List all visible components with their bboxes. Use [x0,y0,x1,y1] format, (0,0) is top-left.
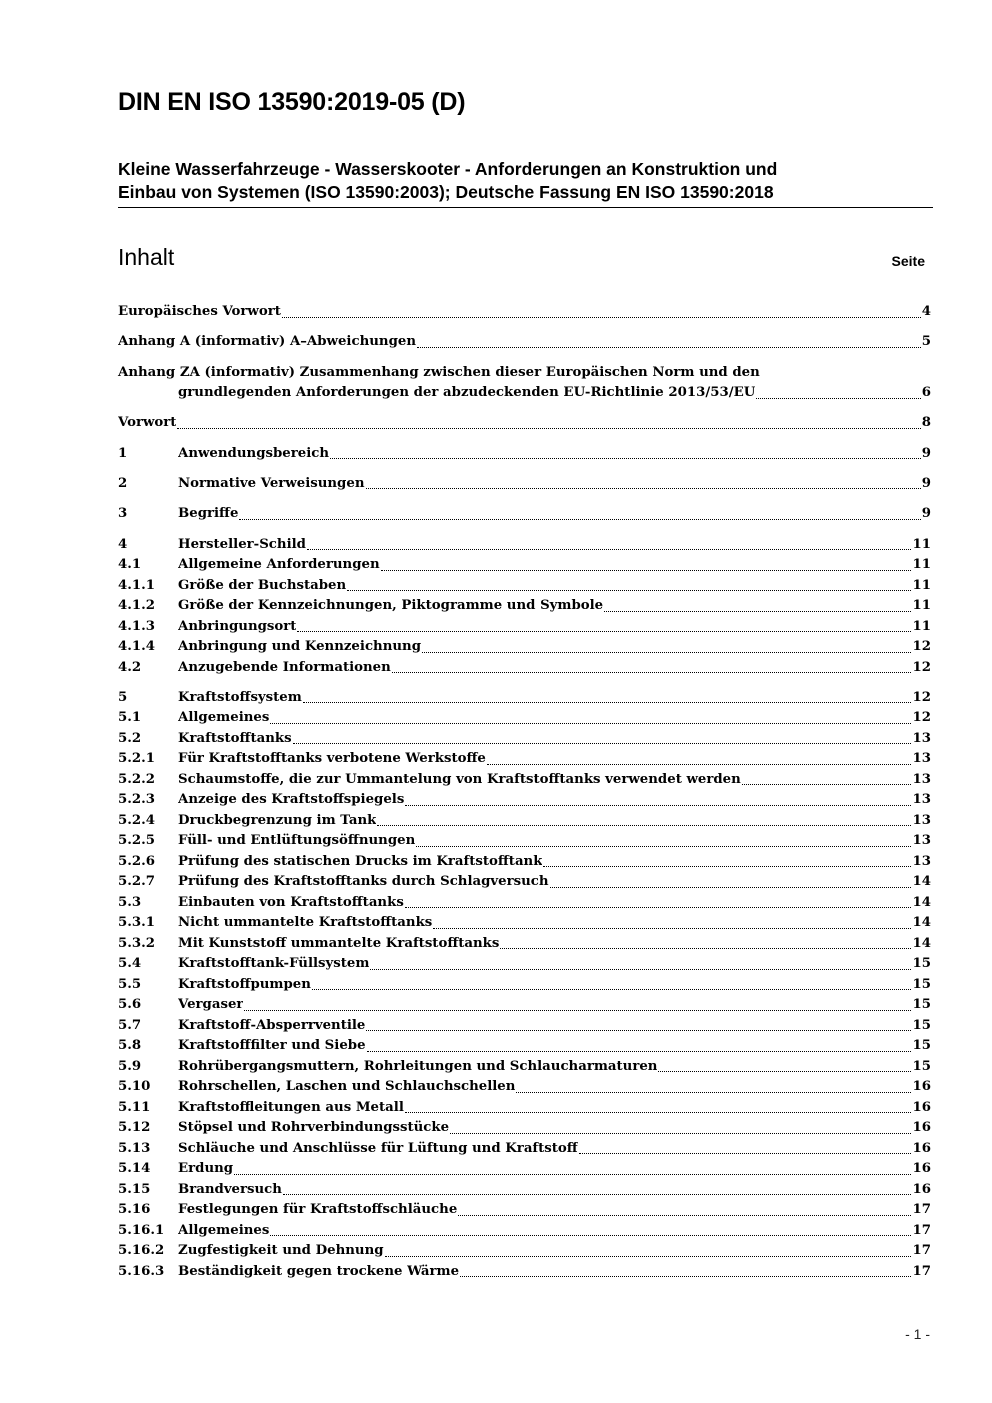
toc-entry[interactable] [118,1016,931,1037]
toc-entry-number: 4 [118,536,128,552]
toc-leader-dots [459,1262,912,1283]
toc-entry[interactable] [118,913,931,934]
document-subtitle [118,158,933,208]
toc-entry[interactable] [118,708,931,729]
toc-entry-page: 15 [912,976,931,992]
toc-entry[interactable] [118,811,931,832]
toc-entry-number: 5.12 [118,1120,151,1136]
toc-entry-title: Schläuche und Anschlüsse für Lüftung und Kraftstoff [178,1140,578,1156]
toc-entry[interactable] [118,1221,931,1242]
toc-entry-page: 9 [921,475,931,491]
toc-entry[interactable] [118,1241,931,1262]
toc-entry-title: Anbringung und Kennzeichnung [178,639,422,655]
toc-entry-page: 11 [912,536,931,552]
toc-entry-page: 16 [912,1099,931,1115]
toc-entry[interactable] [118,1262,931,1283]
toc-page-column-label: Seite [891,253,925,269]
toc-leader-dots [380,555,913,576]
toc-entry-number: 5.16.2 [118,1243,165,1259]
toc-entry-number: 5.4 [118,956,142,972]
toc-entry-page: 15 [912,997,931,1013]
toc-leader-dots [657,1057,912,1078]
toc-entry-title: Vergaser [178,997,244,1013]
toc-entry-page: 11 [912,557,931,573]
toc-entry[interactable] [118,749,931,770]
toc-entry-number: 4.1.4 [118,639,156,655]
toc-leader-dots [404,790,912,811]
toc-entry[interactable] [118,831,931,852]
subtitle-line-2: Einbau von Systemen (ISO 13590:2003); Deutsche Fassung EN ISO 13590:2018 [118,182,774,202]
toc-entry-title: Mit Kunststoff ummantelte Kraftstofftanks [178,935,500,951]
toc-entry-number: 5.16.3 [118,1263,165,1279]
toc-entry-number: 5.3.1 [118,915,156,931]
toc-leader-dots [391,658,913,679]
toc-entry-title: Prüfung des statischen Drucks im Kraftstofftank [178,853,543,869]
toc-entry-number: 5.2.2 [118,771,156,787]
toc-leader-dots [741,770,913,791]
toc-leader-dots [269,708,912,729]
toc-entry-page: 14 [912,894,931,910]
toc-entry-page: 13 [912,812,931,828]
toc-entry-page: 14 [912,915,931,931]
toc-leader-dots [296,617,912,638]
toc-entry-page: 9 [921,506,931,522]
toc-leader-dots [755,383,921,404]
toc-entry-number: 5.2 [118,730,142,746]
toc-leader-dots [384,1241,913,1262]
toc-entry-number: 5.7 [118,1017,142,1033]
toc-entry[interactable] [118,332,931,353]
toc-entry-title: Einbauten von Kraftstofftanks [178,894,404,910]
toc-entry-number: 1 [118,445,128,461]
toc-entry-page: 4 [921,304,931,319]
toc-entry-number: 5.2.7 [118,874,156,890]
toc-entry[interactable] [118,302,931,323]
toc-entry-page: 16 [912,1161,931,1177]
toc-leader-dots [486,749,913,770]
document-id: DIN EN ISO 13590:2019-05 (D) [118,88,466,116]
toc-entry-page: 11 [912,618,931,634]
toc-entry-page: 12 [912,659,931,675]
toc-entry-title: Festlegungen für Kraftstoffschläuche [178,1202,458,1218]
toc-entry[interactable] [118,995,931,1016]
toc-entry-page: 12 [912,710,931,726]
toc-entry[interactable] [118,1180,931,1201]
toc-entry-page: 17 [912,1243,931,1259]
toc-leader-dots [365,1016,912,1037]
toc-entry[interactable] [118,535,931,556]
toc-entry-number: 3 [118,506,128,522]
toc-entry-page: 17 [912,1263,931,1279]
toc-entry-title: Hersteller-Schild [178,536,306,552]
toc-entry[interactable] [118,576,931,597]
toc-leader-dots [432,913,912,934]
toc-entry-page: 15 [912,1058,931,1074]
toc-entry-page: 12 [912,639,931,655]
toc-leader-dots [329,444,922,465]
toc-leader-dots [306,535,913,556]
toc-entry-title: Anzeige des Kraftstoffspiegels [178,792,405,808]
toc-entry-title: Für Kraftstofftanks verbotene Werkstoffe [178,751,486,767]
toc-entry[interactable] [118,790,931,811]
toc-entry[interactable] [118,934,931,955]
toc-entry-title: Stöpsel und Rohrverbindungsstücke [178,1120,450,1136]
toc-entry-title: Anwendungsbereich [178,445,330,461]
toc-entry-title: Kraftstofftanks [178,730,292,746]
toc-entry[interactable] [118,363,931,404]
toc-entry-title: Zugfestigkeit und Dehnung [178,1243,384,1259]
toc-entry[interactable] [118,893,931,914]
toc-leader-dots [243,995,912,1016]
toc-entry-page: 8 [921,415,931,431]
toc-leader-dots [346,576,912,597]
toc-entry-page: 13 [912,730,931,746]
toc-entry-number: 5.2.3 [118,792,156,808]
toc-leader-dots [176,413,921,434]
toc-entry-number: 4.1.2 [118,598,156,614]
toc-entry-title: Anzugebende Informationen [178,659,391,675]
page-number: - 1 - [905,1326,930,1342]
toc-leader-dots [365,474,922,495]
toc-entry-number: 5.14 [118,1161,151,1177]
toc-entry-title: Rohrübergangsmuttern, Rohrleitungen und Schlaucharmaturen [178,1058,658,1074]
toc-entry[interactable] [118,474,931,495]
toc-entry[interactable] [118,954,931,975]
toc-entry-page: 15 [912,956,931,972]
toc-entry-number: 5.10 [118,1079,151,1095]
toc-entry-title: Anbringungsort [178,618,297,634]
toc-entry[interactable] [118,1057,931,1078]
toc-entry[interactable] [118,975,931,996]
toc-leader-dots [292,729,913,750]
toc-entry-page: 16 [912,1120,931,1136]
toc-entry-page: 13 [912,792,931,808]
toc-entry-page: 13 [912,771,931,787]
toc-entry-title: Größe der Kennzeichnungen, Piktogramme und Symbole [178,598,604,614]
toc-entry-page: 16 [912,1079,931,1095]
toc-entry-page: 13 [912,751,931,767]
toc-entry-title: Schaumstoffe, die zur Ummantelung von Kraftstofftanks verwendet werden [178,771,741,787]
toc-leader-dots [416,332,922,353]
toc-entry-number: 5.3 [118,894,142,910]
toc-entry-title: Kraftstoffleitungen aus Metall [178,1099,404,1115]
toc-leader-dots [302,688,913,709]
toc-leader-dots [404,1098,913,1119]
toc-entry-page: 6 [921,385,931,401]
toc-entry-number: 5.15 [118,1181,151,1197]
toc-leader-dots [369,954,912,975]
toc-entry-number: 4.1 [118,557,142,573]
toc-leader-dots [578,1139,913,1160]
toc-entry-title: Kraftstoff-Absperrventile [178,1017,366,1033]
subtitle-line-1: Kleine Wasserfahrzeuge - Wasserskooter - Anforderungen an Konstruktion und [118,159,778,179]
toc-entry-page: 17 [912,1202,931,1218]
toc-entry-title: Rohrschellen, Laschen und Schlauchschellen [178,1079,516,1095]
toc-leader-dots [281,302,922,323]
toc-leader-dots [549,872,913,893]
toc-entry-number: 5.2.5 [118,833,156,849]
toc-entry-page: 16 [912,1181,931,1197]
toc-entry-number: 5.2.4 [118,812,156,828]
toc-entry-page: 14 [912,935,931,951]
toc-entry-title: Kraftstoffpumpen [178,976,311,992]
toc-leader-dots [515,1077,912,1098]
toc-entry-page: 14 [912,874,931,890]
toc-entry[interactable] [118,617,931,638]
toc-entry-number: 2 [118,475,128,491]
toc-entry[interactable] [118,637,931,658]
toc-leader-dots [449,1118,912,1139]
toc-entry-page: 12 [912,689,931,705]
toc-entry-number: 5.8 [118,1038,142,1054]
toc-leader-dots [311,975,913,996]
toc-leader-dots [415,831,912,852]
toc-entry[interactable] [118,1077,931,1098]
toc-entry[interactable] [118,1159,931,1180]
toc-leader-dots [376,811,912,832]
toc-entry[interactable] [118,770,931,791]
toc-leader-dots [457,1200,912,1221]
toc-entry[interactable] [118,1139,931,1160]
toc-entry-page: 5 [921,334,931,350]
toc-entry-number: 5.2.6 [118,853,156,869]
toc-entry-title: Größe der Buchstaben [178,577,347,593]
toc-entry-title: Begriffe [178,506,239,522]
toc-entry-title: Beständigkeit gegen trockene Wärme [178,1263,460,1279]
toc-entry-page: 16 [912,1140,931,1156]
toc-entry-page: 15 [912,1038,931,1054]
toc-entry[interactable] [118,504,931,525]
toc-entry-number: 5.16 [118,1202,151,1218]
toc-entry-title: Vorwort [118,415,177,431]
toc-entry-title: Prüfung des Kraftstofftanks durch Schlagversuch [178,874,549,890]
toc-entry-number: 5.1 [118,710,142,726]
toc-entry-title: Druckbegrenzung im Tank [178,812,377,828]
toc-entry-number: 5.5 [118,976,142,992]
toc-entry-number: 5.9 [118,1058,142,1074]
toc-entry[interactable] [118,729,931,750]
toc-leader-dots [421,637,912,658]
toc-entry-title: Normative Verweisungen [178,475,365,491]
toc-entry-number: 5.3.2 [118,935,156,951]
toc-entry-number: 5.2.1 [118,751,156,767]
toc-entry-page: 11 [912,577,931,593]
toc-entry[interactable] [118,852,931,873]
table-of-contents [118,302,931,1282]
toc-leader-dots [603,596,912,617]
toc-entry[interactable] [118,596,931,617]
toc-entry[interactable] [118,444,931,465]
toc-entry[interactable] [118,1036,931,1057]
toc-entry-number: 4.2 [118,659,142,675]
toc-entry[interactable] [118,658,931,679]
toc-entry-number: 5.16.1 [118,1222,165,1238]
toc-entry-page: 9 [921,445,931,461]
toc-entry-number: 5.6 [118,997,142,1013]
toc-entry[interactable] [118,1098,931,1119]
toc-entry-title: Nicht ummantelte Kraftstofftanks [178,915,433,931]
toc-entry[interactable] [118,555,931,576]
toc-entry-number: 5.13 [118,1140,151,1156]
toc-entry-page: 17 [912,1222,931,1238]
toc-entry-title: Anhang A (informativ) A–Abweichungen [118,334,416,350]
toc-entry-title: Allgemeine Anforderungen [178,557,380,573]
toc-entry-page: 13 [912,853,931,869]
toc-entry-title: Kraftstofffilter und Siebe [178,1038,366,1054]
toc-leader-dots [238,504,921,525]
toc-leader-dots [542,852,912,873]
toc-leader-dots [404,893,913,914]
toc-entry[interactable] [118,872,931,893]
toc-entry-title: Brandversuch [178,1181,282,1197]
toc-entry-number: 5.11 [118,1099,151,1115]
toc-leader-dots [499,934,912,955]
toc-entry-title: Füll- und Entlüftungsöffnungen [178,833,416,849]
toc-leader-dots [269,1221,912,1242]
toc-entry-number: 5 [118,689,128,705]
toc-entry-page: 13 [912,833,931,849]
toc-entry-number: 4.1.1 [118,577,156,593]
toc-entry-title: Anhang ZA (informativ) Zusammenhang zwischen dieser Europäischen Norm und den [118,364,760,380]
toc-entry-title: Kraftstofftank-Füllsystem [178,956,370,972]
toc-entry-title: Erdung [178,1161,234,1177]
toc-entry-title-continued: grundlegenden Anforderungen der abzudeckenden EU-Richtlinie 2013/53/EU [178,385,756,401]
toc-entry[interactable] [118,413,931,434]
toc-entry-title: Allgemeines [178,710,270,726]
toc-entry-title: Kraftstoffsystem [178,689,302,705]
toc-entry[interactable] [118,1200,931,1221]
toc-entry-title: Europäisches Vorwort [118,304,281,319]
toc-leader-dots [282,1180,913,1201]
toc-entry-title: Allgemeines [178,1222,270,1238]
toc-entry[interactable] [118,1118,931,1139]
toc-entry-number: 4.1.3 [118,618,156,634]
toc-leader-dots [366,1036,913,1057]
toc-entry[interactable] [118,688,931,709]
toc-leader-dots [233,1159,912,1180]
toc-entry-page: 11 [912,598,931,614]
toc-heading: Inhalt [118,244,175,270]
toc-entry-page: 15 [912,1017,931,1033]
